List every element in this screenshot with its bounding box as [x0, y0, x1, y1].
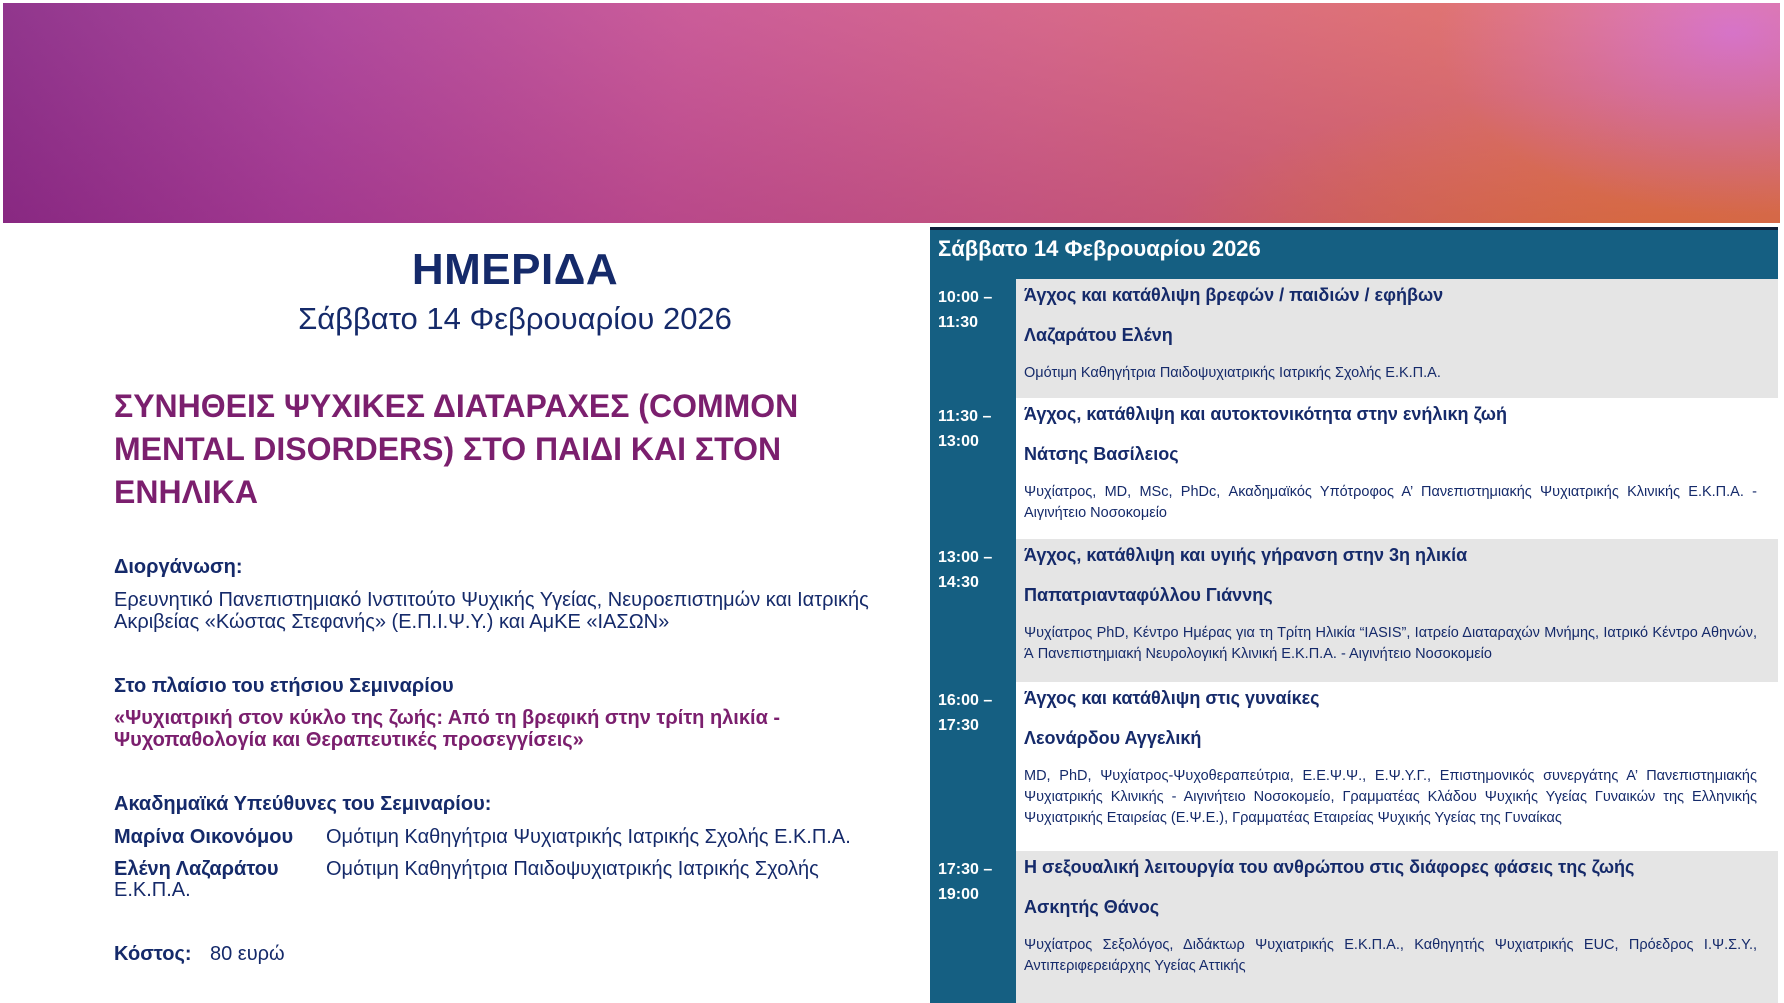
person-role-continued: Ε.Κ.Π.Α. — [114, 879, 191, 901]
schedule-row — [930, 398, 1778, 539]
speaker-description: Ψυχίατρος, MD, MSc, PhDc, Ακαδημαϊκός Υπότροφος Α’ Πανεπιστημιακής Ψυχιατρικής Κλινικής Ε.Κ.Π.Α. - Αιγινήτειο Νοσοκομείο — [1024, 484, 1757, 521]
person-role: Ομότιμη Καθηγήτρια Ψυχιατρικής Ιατρικής Σχολής Ε.Κ.Π.Α. — [326, 826, 851, 848]
event-heading: ΗΜΕΡΙΔΑ — [411, 245, 619, 294]
academic-label: Ακαδημαϊκά Υπεύθυνες του Σεμιναρίου: — [114, 793, 492, 815]
session-speaker: Ασκητής Θάνος — [1024, 897, 1160, 917]
session-topic: Άγχος, κατάθλιψη και υγιής γήρανση στην 3η ηλικία — [1024, 545, 1468, 565]
schedule-panel — [930, 227, 1778, 1003]
cost-value: 80 ευρώ — [210, 943, 285, 965]
speaker-description: Ψυχίατρος PhD, Κέντρο Ημέρας για τη Τρίτη Ηλικία “IASIS”, Ιατρείο Διαταραχών Μνήμης, Ιατρικό Κέντρο Αθηνών, Ά Πανεπιστημιακή Νευρολογική Κλινική Ε.Κ.Π.Α. - Αιγινήτειο Νοσοκομείο — [1024, 625, 1757, 662]
speaker-description: Ψυχίατρος Σεξολόγος, Διδάκτωρ Ψυχιατρικής Ε.Κ.Π.Α., Καθηγητής Ψυχιατρικής EUC, Πρόεδρος Ι.Ψ.Σ.Υ., Αντιπεριφερειάρχης Υγείας Αττικής — [1024, 937, 1757, 974]
schedule-row — [930, 682, 1778, 851]
schedule-row — [930, 851, 1778, 1003]
session-topic: Άγχος, κατάθλιψη και αυτοκτονικότητα στην ενήλικη ζωή — [1024, 404, 1507, 424]
time-slot: 13:00 – 14:30 — [938, 549, 993, 591]
time-slot: 11:30 – 13:00 — [938, 408, 992, 450]
person-role: Ομότιμη Καθηγήτρια Παιδοψυχιατρικής Ιατρικής Σχολής — [326, 858, 819, 880]
time-slot: 16:00 – 17:30 — [938, 692, 993, 734]
cost-label: Κόστος: — [114, 943, 192, 965]
session-speaker: Νάτσης Βασίλειος — [1024, 444, 1179, 464]
session-speaker: Λαζαράτου Ελένη — [1024, 325, 1173, 345]
organizer-label: Διοργάνωση: — [114, 556, 243, 578]
seminar-label: Στο πλαίσιο του ετήσιου Σεμιναρίου — [114, 675, 454, 697]
event-date: Σάββατο 14 Φεβρουαρίου 2026 — [298, 301, 732, 336]
person-name: Μαρίνα Οικονόμου — [114, 826, 294, 848]
session-speaker: Λεονάρδου Αγγελική — [1024, 728, 1202, 748]
schedule-header: Σάββατο 14 Φεβρουαρίου 2026 — [930, 227, 1778, 279]
session-topic: Άγχος και κατάθλιψη βρεφών / παιδιών / εφήβων — [1024, 285, 1444, 305]
session-topic: Άγχος και κατάθλιψη στις γυναίκες — [1024, 688, 1320, 708]
header-banner — [3, 3, 1780, 223]
person-name: Ελένη Λαζαράτου — [114, 858, 279, 880]
session-topic: Η σεξουαλική λειτουργία του ανθρώπου στις διάφορες φάσεις της ζωής — [1024, 857, 1635, 877]
event-info-panel — [0, 223, 925, 1003]
schedule-row — [930, 539, 1778, 682]
session-speaker: Παπατριανταφύλλου Γιάννης — [1024, 585, 1273, 605]
organizer-text: Ερευνητικό Πανεπιστημιακό Ινστιτούτο Ψυχικής Υγείας, Νευροεπιστημών και Ιατρικής Ακριβείας «Κώστας Στεφανής» (Ε.Π.Ι.Ψ.Υ.) και ΑμΚΕ «ΙΑΣΩΝ» — [114, 589, 869, 633]
event-title: ΣΥΝΗΘΕΙΣ ΨΥΧΙΚΕΣ ΔΙΑΤΑΡΑΧΕΣ (COMMON MENTAL DISORDERS) ΣΤΟ ΠΑΙΔΙ ΚΑΙ ΣΤΟΝ ΕΝΗΛΙΚΑ — [114, 388, 799, 510]
schedule-row — [930, 279, 1778, 398]
speaker-description: Ομότιμη Καθηγήτρια Παιδοψυχιατρικής Ιατρικής Σχολής Ε.Κ.Π.Α. — [1024, 365, 1441, 381]
time-slot: 10:00 – 11:30 — [938, 289, 993, 331]
seminar-title: «Ψυχιατρική στον κύκλο της ζωής: Από τη βρεφική στην τρίτη ηλικία - Ψυχοπαθολογία και Θεραπευτικές προσεγγίσεις» — [114, 707, 781, 751]
speaker-description: MD, PhD, Ψυχίατρος-Ψυχοθεραπεύτρια, Ε.Ε.Ψ.Ψ., Ε.Ψ.Υ.Γ., Επιστημονικός συνεργάτης Α’ Πανεπιστημιακής Ψυχιατρικής Κλινικής - Αιγινήτειο Νοσοκομείο, Γραμματέας Κλάδου Ψυχικής Υγείας Γυναικών της Ελληνικής Ψυχιατρικής Εταιρείας (Ε.Ψ.Ε.), Γραμματέας Εταιρείας Ψυχικής Υγείας της Γυναίκας — [1024, 768, 1757, 826]
time-slot: 17:30 – 19:00 — [938, 861, 993, 903]
